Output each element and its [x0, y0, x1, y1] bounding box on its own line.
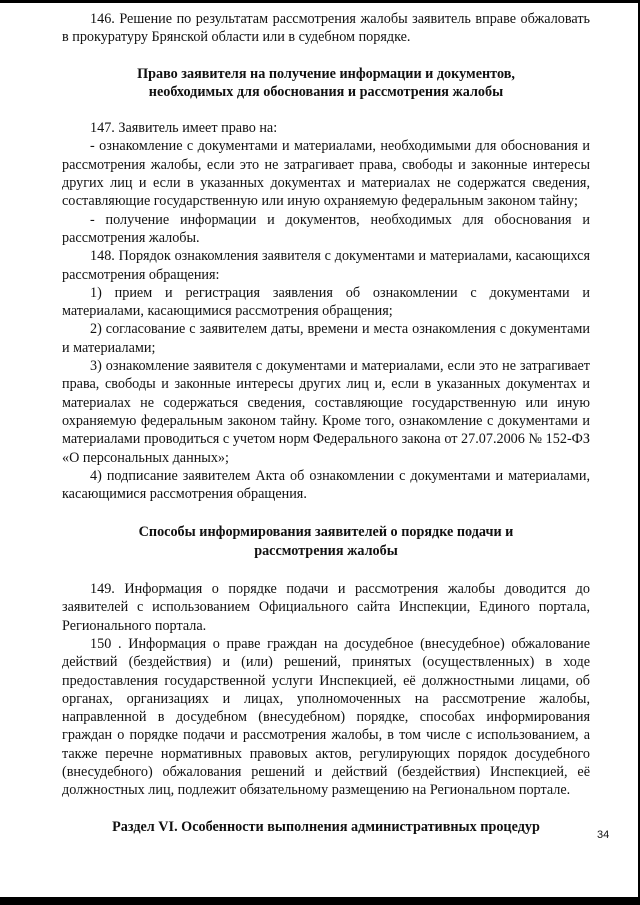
paragraph-148: 148. Порядок ознакомления заявителя с документами и материалами, касающихся рассмотрения обращения:	[62, 248, 590, 283]
paragraph-147-item: - ознакомление с документами и материалами, необходимыми для обоснования и рассмотрения жалобы, если это не затрагивает права, свободы и законные интересы других лиц и если в указанных документах и материалах не содержатся сведения, составляющие государственную или иную охраняемую федеральным законом тайну;	[62, 138, 590, 210]
page-number: 34	[597, 829, 610, 841]
paragraph-146: 146. Решение по результатам рассмотрения жалобы заявитель вправе обжаловать в прокуратуру Брянской области или в судебном порядке.	[62, 11, 590, 46]
paragraph-148-item: 4) подписание заявителем Акта об ознакомлении с документами и материалами, касающимися рассмотрения обращения.	[62, 467, 590, 503]
paragraph-147: 147. Заявитель имеет право на:	[90, 120, 278, 137]
document-page	[62, 10, 590, 836]
paragraph-148-item: 1) прием и регистрация заявления об ознакомлении с документами и материалами, касающимися рассмотрения обращения;	[62, 284, 590, 320]
heading-line: Право заявителя на получение информации и документов,	[137, 65, 515, 82]
paragraph-148-item: 3) ознакомление заявителя с документами и материалами, если это не затрагивает права, свободы и законные интересы других лиц и, если в указанных документах и материалах не содержаться сведения, составляющие государственную или иную охраняемую федеральным законом тайну. Кроме того, ознакомление с документами и материалами проводиться с учетом норм Федерального закона от 27.07.2006 № 152-ФЗ «О персональных данных»;	[62, 358, 590, 466]
heading-line: рассмотрения жалобы	[254, 542, 398, 559]
scan-border-bottom	[0, 897, 640, 905]
heading-line: Способы информирования заявителей о порядке подачи и	[138, 524, 514, 541]
paragraph-148-item: 2) согласование с заявителем даты, времени и места ознакомления с документами и материалами;	[62, 321, 590, 356]
paragraph-150: 150 . Информация о праве граждан на досудебное (внесудебное) обжалование действий (бездействия) и (или) решений, принятых (осуществленных) в ходе предоставления государственной услуги Инспекцией, её должностными лицами, об органах, организациях и лицах, уполномоченных на рассмотрение жалобы, направленной в досудебном (внесудебном) порядке, способах информирования граждан о порядке подачи и рассмотрения жалобы, в том числе с использованием, а также перечне нормативных правовых актов, регулирующих порядок досудебного (внесудебного) обжалования решений и действий (бездействия) Инспекцией, её должностных лиц, подлежит обязательному размещению на Региональном портале.	[62, 635, 590, 799]
heading-applicant-rights	[62, 65, 590, 102]
scan-border-top	[0, 0, 640, 3]
section-heading: Раздел VI. Особенности выполнения административных процедур	[112, 818, 540, 835]
heading-line: необходимых для обоснования и рассмотрения жалобы	[148, 83, 504, 100]
paragraph-149: 149. Информация о порядке подачи и рассмотрения жалобы доводится до заявителей с использованием Официального сайта Инспекции, Единого портала, Регионального портала.	[62, 581, 590, 634]
heading-informing-methods	[62, 523, 590, 560]
paragraph-147-item: - получение информации и документов, необходимых для обоснования и рассмотрения жалобы.	[62, 211, 590, 246]
